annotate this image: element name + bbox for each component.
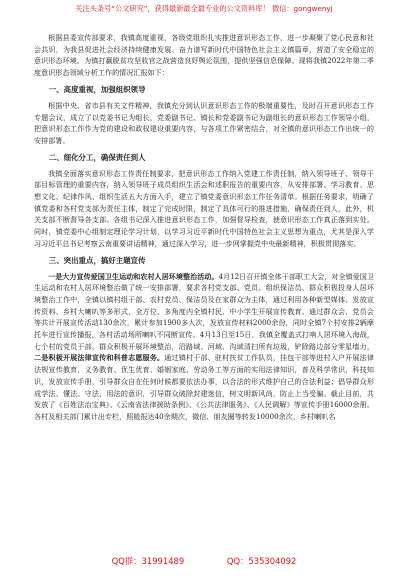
promo-banner-header xyxy=(0,4,408,14)
section-heading-1: 一、高度重视，加强组织领导 xyxy=(48,84,146,94)
intro-paragraph: 根据县委宣传部要求，我镇高度重视，各级党组织扎实推进意识形态工作，进一步凝聚了党心民意和社会共识，为我县促进社会经济持续健康发展、奋力谱写新时代中国特色社会主义镇篇章，营造了安全稳定的意识形态环境。为镇打赢脱贫攻坚收官之战营造良好舆论氛围，提供坚强信息保障。现将我镇2022年第二季度意识形态领域分析工作的情况汇报如下： xyxy=(34,33,374,78)
section-2-paragraph: 我镇全面落实意识形态工作责任制要求，把意识形态工作纳入党建工作责任制，纳入领导班子、领导干部目标管理的重要内容，纳入领导班子成员组织生活会和述职报告的重要内容，从安排部署、学习教育、思想文化、纪律作风、组织生活五大方面入手，建立了镇党委意识形态工作任务清单。根据任务要求，明确了镇党委和各村党支部为责任主体，制定了完成时限，制定了具体可行的推进措施，确保责任到人，此外，机关支部不断督导各支部。各组书记深入推进意识形态工作，加强督导检查，使意识形态工作真正落到实处。同时，镇党委中心组制定理论学习计划，以学习习近平新时代中国特色社会主义思想为重点，尤其是深入学习习近平总书记考察云南重要讲话精神，通过深入学习，进一步网掌握党中央最新精神，积极贯彻落实。 xyxy=(34,168,374,248)
section-3-lead-1: 一是大力宣传爱国卫生运动和农村人居环境整治活动。 xyxy=(48,271,219,281)
footer-qq-group: QQ群：31991489 xyxy=(111,556,185,566)
section-3-lead-2: 二是积极开展法律宣传和科普志愿服务。 xyxy=(34,353,165,363)
document-body xyxy=(34,32,374,423)
promo-banner-text: 关注头条号“公文研究”，获得最新最全最专业的公文资料库！ xyxy=(75,4,270,13)
promo-banner-footer xyxy=(0,555,408,567)
footer-qq-contact: QQ：535304092 xyxy=(226,556,297,566)
section-3-text-1: 4月12日召开镇全体干部职工大会，对全镇爱国卫生运动和农村人居环境整治做了统一安排部署，要求各村党支部、党员、组织保洁员、群众积极投身人居环境整治工作中，全镇以镇村组干部、农村党员、保洁员及在家群众为主体，通过利用各种新型媒体、发放宣传资料、乡村大喇叭等多形式，全方位、多角度内全镇村民、中小学生开展宣传教育。通过群众会、党员会等共计开展宣传活动130余次，累计参加1900多人次，发放宣传材料2000余份，同时全镇7个村安排2辆摩托车进行宣传播报，各村活动场所喇叭不同断宣传。4月13日至15日，我镇全覆盖式打响人居环境入海战，七个村的党员干部、群众积极开展环境整治，沿路域、河域、沟域清扫所有垃圾，铲除路边部分零星墙力， xyxy=(34,271,374,351)
section-1-paragraph: 根据中央、省市县有关文件精神，我镇充分到认识意识形态工作的极端重要性，及时召开意识形态工作专题会议，成立了以党委书记为组长，党委副书记、镇长和党委副书记为副组长的意识形态工作领导小组，把意识形态工作作为党的建设和政权建设重要内容，与各项工作紧密结合，对全镇的意识形态工作出统一的安排部署。 xyxy=(34,100,374,145)
section-3-paragraph xyxy=(34,271,374,423)
section-3-text-2: 通过镇村干部、驻村扶贫工作队员，挂包干部等进村入户开展法律法规宣传教育，义务教育、优生优育、婚姻家庭、劳动务工等方面的实用法律知识，普及科学常识，科技知识，发放宣传手册，引导群众自在任何时候都要依法办事，以合法的形式维护自己的合法利益；倡导群众形成学法、懂法、守法、用法的意识，引导群众破除封建迷信，树文明新风尚，防止上当受骗。截止目前，共发放了《百姓法治宝典》、《云南省法律援助条例》、《公共法律服务》、《人民调解》等宣传手册16000余册。各村及相关部门累计出专栏，照般报达40余期次，微信、朋友圈等转发10000余次，乡村喇叭名 xyxy=(34,353,374,421)
promo-banner-wechat: 微信：gongwenyj xyxy=(271,4,333,13)
section-heading-3: 三、突出重点，搞好主题宣传 xyxy=(48,255,146,265)
section-heading-2: 二、细化分工，确保责任到人 xyxy=(48,152,146,162)
